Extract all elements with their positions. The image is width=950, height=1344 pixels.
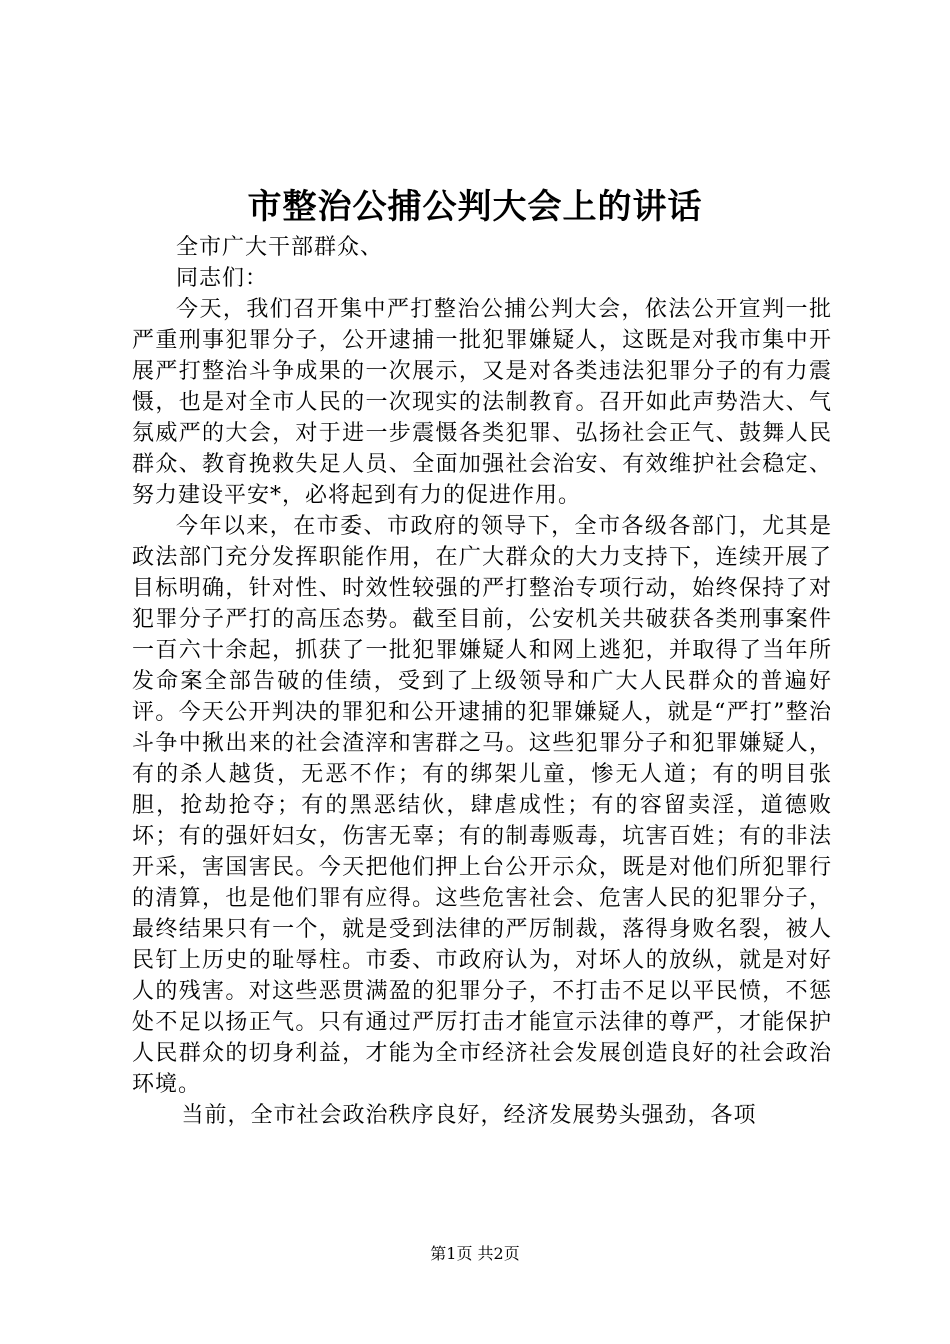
salutation-line-2: 同志们： (176, 266, 269, 291)
document-title: 市整治公捕公判大会上的讲话 (247, 187, 703, 227)
paragraph-3: 当前，全市社会政治秩序良好，经济发展势头强劲，各项 (181, 1103, 757, 1128)
document-body (132, 232, 832, 1131)
paragraph-2: 今年以来，在市委、市政府的领导下，全市各级各部门，尤其是政法部门充分发挥职能作用，在广大群众的大力支持下，连续开展了目标明确，针对性、时效性较强的严打整治专项行动，始终保持了对犯罪分子严打的高压态势。截至目前，公安机关共破获各类刑事案件一百六十余起，抓获了一批犯罪嫌疑人和网上逃犯，并取得了当年所发命案全部告破的佳绩，受到了上级领导和广大人民群众的普遍好评。今天公开判决的罪犯和公开逮捕的犯罪嫌疑人，就是“严打”整治斗争中揪出来的社会渣滓和害群之马。这些犯罪分子和犯罪嫌疑人，有的杀人越货，无恶不作；有的绑架儿童，惨无人道；有的明目张胆，抢劫抢夺；有的黑恶结伙，肆虐成性；有的容留卖淫，道德败坏；有的强奸妇女，伤害无辜；有的制毒贩毒，坑害百姓；有的非法开采，害国害民。今天把他们押上台公开示众，既是对他们所犯罪行的清算，也是他们罪有应得。这些危害社会、危害人民的犯罪分子，最终结果只有一个，就是受到法律的严厉制裁，落得身败名裂，被人民钉上历史的耻辱柱。市委、市政府认为，对坏人的放纵，就是对好人的残害。对这些恶贯满盈的犯罪分子，不打击不足以平民愤，不惩处不足以扬正气。只有通过严厉打击才能宣示法律的尊严，才能保护人民群众的切身利益，才能为全市经济社会发展创造良好的社会政治环境。 (132, 514, 832, 1097)
paragraph-1: 今天，我们召开集中严打整治公捕公判大会，依法公开宣判一批严重刑事犯罪分子，公开逮捕一批犯罪嫌疑人，这既是对我市集中开展严打整治斗争成果的一次展示，又是对各类违法犯罪分子的有力震慑，也是对全市人民的一次现实的法制教育。召开如此声势浩大、气氛威严的大会，对于进一步震慑各类犯罪、弘扬社会正气、鼓舞人民群众、教育挽救失足人员、全面加强社会治安、有效维护社会稳定、努力建设平安*，必将起到有力的促进作用。 (132, 297, 832, 508)
page-indicator: 第1页 共2页 (430, 1244, 520, 1263)
salutation-line-1: 全市广大干部群众、 (176, 235, 384, 260)
